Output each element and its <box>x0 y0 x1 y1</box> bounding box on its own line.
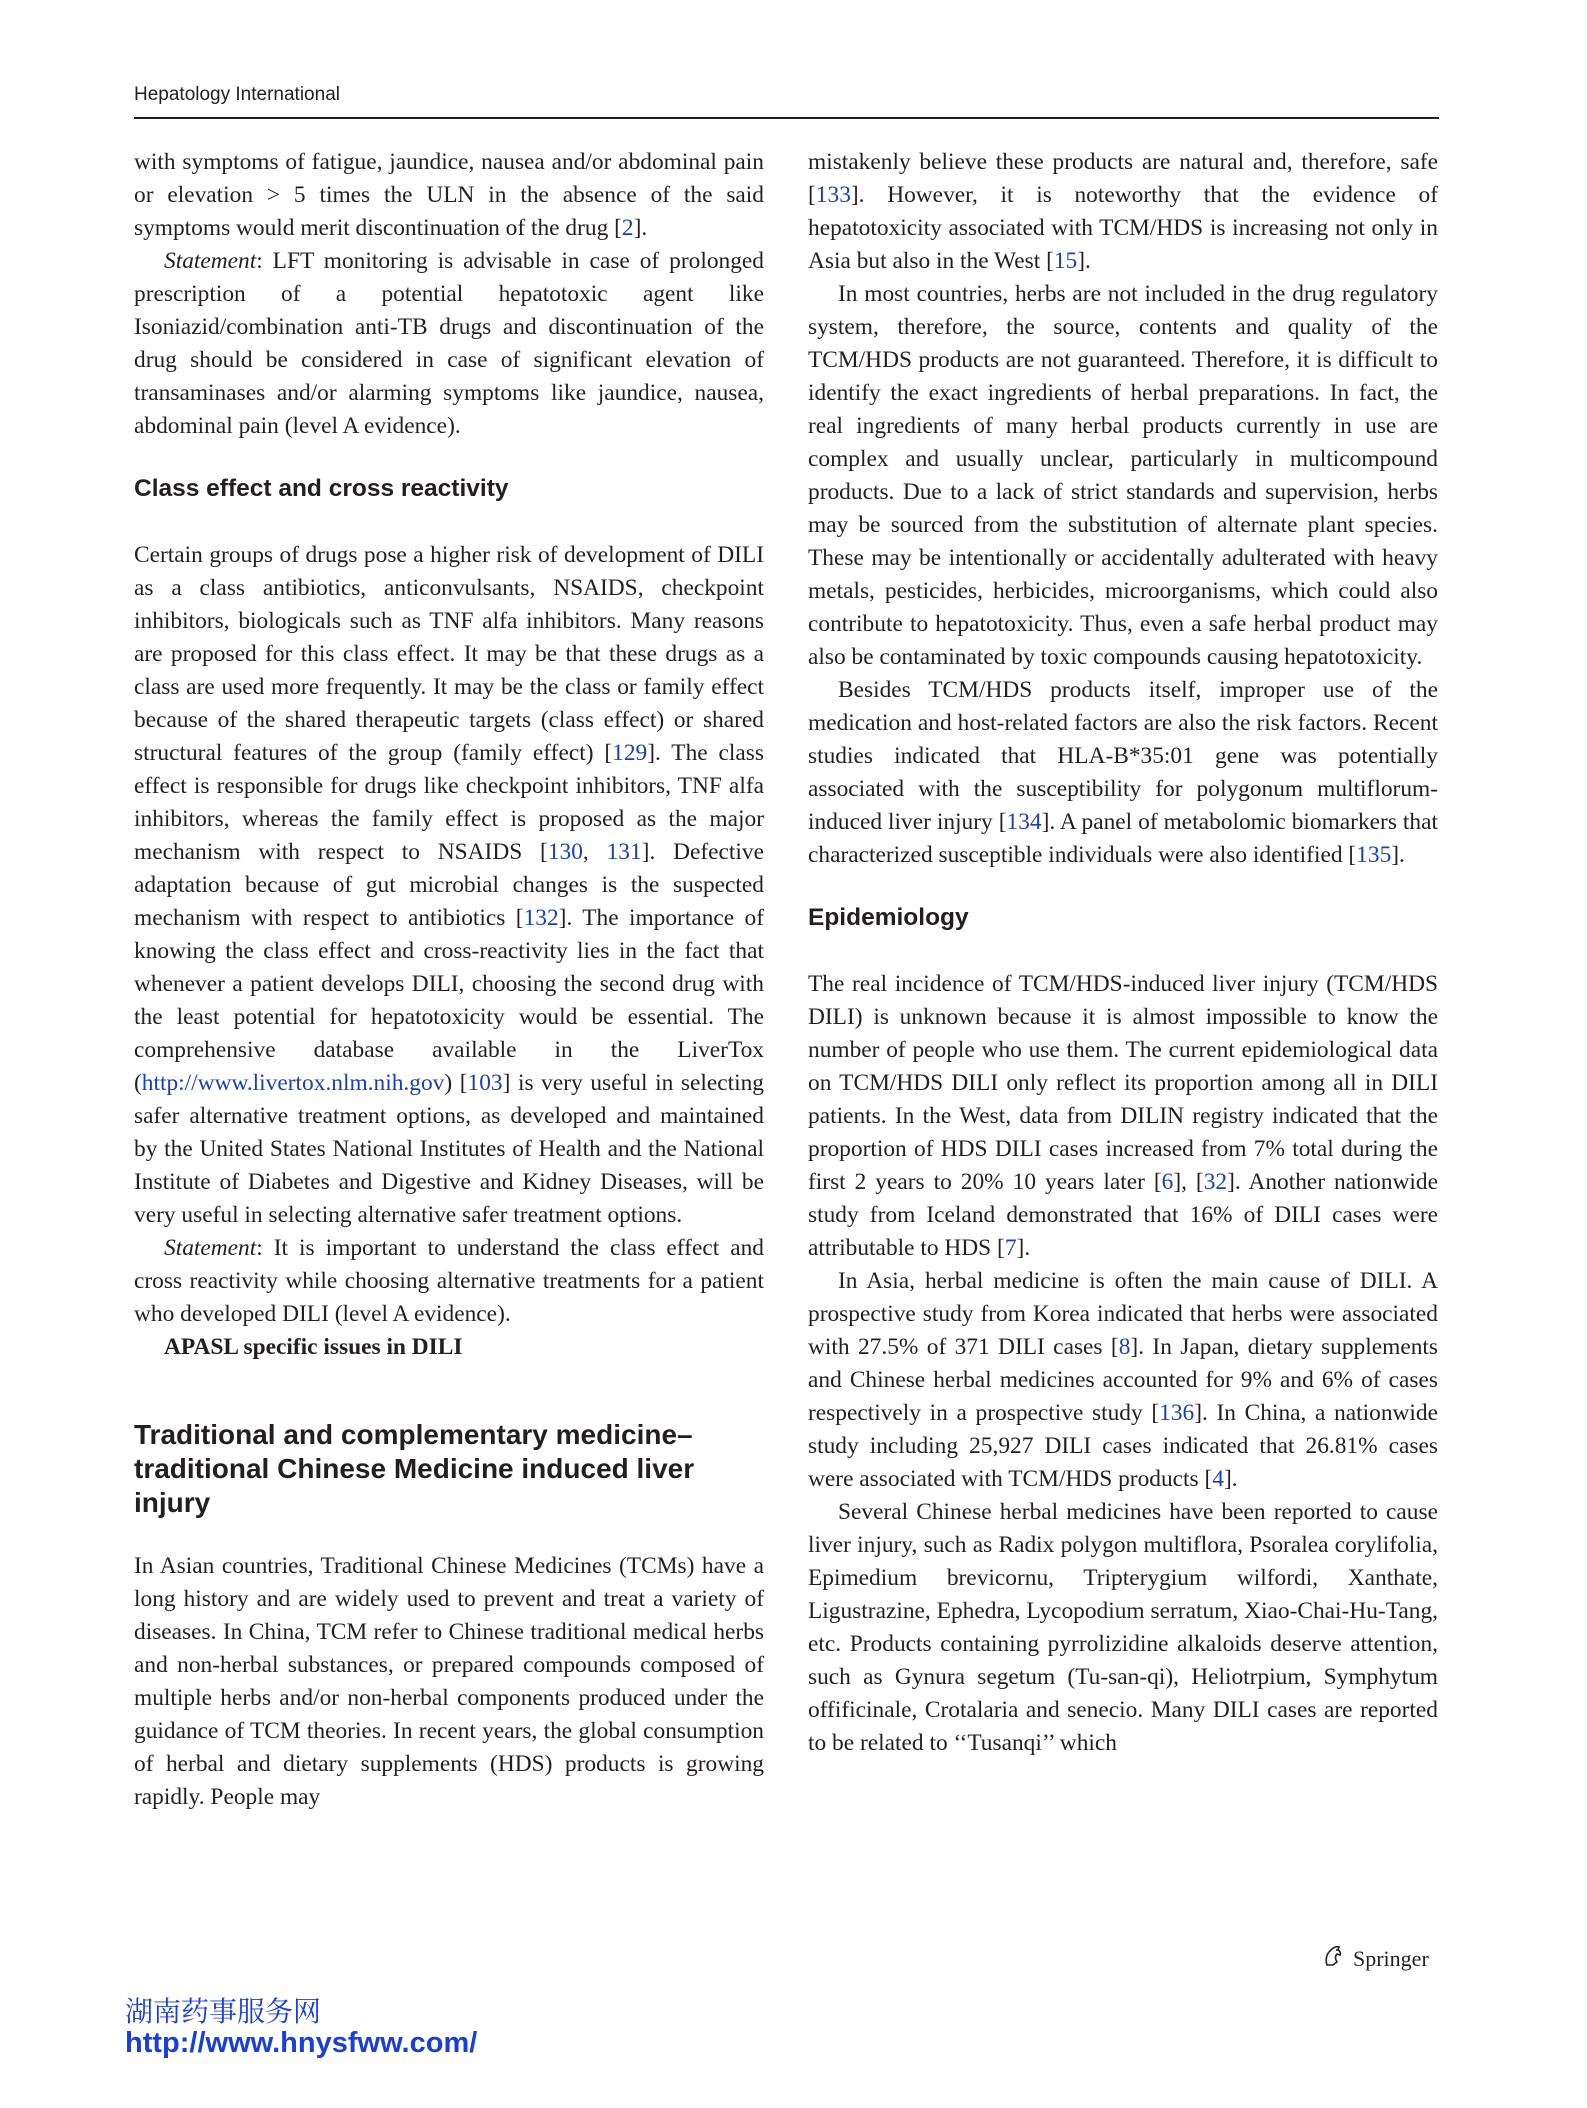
livertox-link[interactable]: http://www.livertox.nlm.nih.gov <box>141 1070 445 1096</box>
citation-link[interactable]: 130 <box>547 839 583 865</box>
paragraph: The real incidence of TCM/HDS-induced liver injury (TCM/HDS DILI) is unknown because it is almost impossible to know the number of people who use them. The current epidemiological data on TCM/HDS DILI only reflect its proportion among all in DILI patients. In the West, data from DILIN registry indicated that the proportion of HDS DILI cases increased from 7% total during the first 2 years to 20% 10 years later [6], [32]. Another nationwide study from Iceland demonstrated that 16% of DILI cases were attributable to HDS [7]. <box>808 971 1438 1261</box>
statement-label: Statement <box>164 1235 257 1261</box>
paragraph: mistakenly believe these products are natural and, therefore, safe [133]. However, it is noteworthy that the evidence of hepatotoxicity associated with TCM/HDS is increasing not only in Asia but also in the West [15]. <box>808 149 1438 274</box>
watermark-url[interactable]: http://www.hnysfww.com/ <box>125 2027 478 2059</box>
left-column <box>134 146 764 1814</box>
paragraph: Besides TCM/HDS products itself, improper use of the medication and host-related factors are also the risk factors. Recent studies indicated that HLA-B*35:01 gene was potentially associated with the susceptibility for polygonum multiflorum-induced liver injury [134]. A panel of metabolomic biomarkers that characterized susceptible individuals were also identified [135]. <box>808 677 1438 868</box>
citation-link[interactable]: 8 <box>1118 1334 1131 1360</box>
paragraph: Certain groups of drugs pose a higher risk of development of DILI as a class antibiotics, anticonvulsants, NSAIDS, checkpoint inhibitors, biologicals such as TNF alfa inhibitors. Many reasons are proposed for this class effect. It may be that these drugs as a class are used more frequently. It may be the class or family effect because of the shared therapeutic targets (class effect) or shared structural features of the group (family effect) [129]. The class effect is responsible for drugs like checkpoint inhibitors, TNF alfa inhibitors, whereas the family effect is proposed as the major mechanism with respect to NSAIDS [130, 131]. Defective adaptation because of gut microbial changes is the suspected mechanism with respect to antibiotics [132]. The importance of knowing the class effect and cross-reactivity lies in the fact that whenever a patient develops DILI, choosing the second drug with the least potential for hepatotoxicity would be essential. The comprehensive database available in the LiverTox (http://www.livertox.nlm.nih.gov) [103] is very useful in selecting safer alternative treatment options, as developed and maintained by the United States National Institutes of Health and the National Institute of Diabetes and Digestive and Kidney Diseases, will be very useful in selecting alternative safer treatment options. <box>134 542 764 1228</box>
citation-link[interactable]: 6 <box>1161 1169 1174 1195</box>
paragraph: In Asian countries, Traditional Chinese Medicines (TCMs) have a long history and are widely used to prevent and treat a variety of diseases. In China, TCM refer to Chinese traditional medical herbs and non-herbal substances, or prepared compounds composed of multiple herbs and/or non-herbal components produced under the guidance of TCM theories. In recent years, the global consumption of herbal and dietary supplements (HDS) products is growing rapidly. People may <box>134 1553 764 1810</box>
paragraph: Several Chinese herbal medicines have been reported to cause liver injury, such as Radix polygon multiflora, Psoralea corylifolia, Epimedium brevicornu, Tripterygium wilfordi, Xanthate, Ligustrazine, Ephedra, Lycopodium serratum, Xiao-Chai-Hu-Tang, etc. Products containing pyrrolizidine alkaloids deserve attention, such as Gynura segetum (Tu-san-qi), Heliotrpium, Symphytum offificinale, Crotalaria and senecio. Many DILI cases are reported to be related to ‘‘Tusanqi’’ which <box>808 1499 1438 1756</box>
bold-subheading: APASL specific issues in DILI <box>164 1334 463 1360</box>
citation-link[interactable]: 132 <box>523 905 559 931</box>
citation-link[interactable]: 7 <box>1004 1235 1017 1261</box>
publisher-mark <box>1321 1943 1429 1975</box>
citation-link[interactable]: 129 <box>612 740 648 766</box>
citation-link[interactable]: 32 <box>1203 1169 1228 1195</box>
right-column <box>808 146 1438 1760</box>
section-heading: Class effect and cross reactivity <box>134 475 509 502</box>
paragraph: In most countries, herbs are not included in the drug regulatory system, therefore, the source, contents and quality of the TCM/HDS products are not guaranteed. Therefore, it is difficult to identify the exact ingredients of herbal preparations. In fact, the real ingredients of many herbal products currently in use are complex and usually unclear, particularly in multicompound products. Due to a lack of strict standards and supervision, herbs may be sourced from the substitution of alternate plant species. These may be intentionally or accidentally adulterated with heavy metals, pesticides, herbicides, microorganisms, which could also contribute to hepatotoxicity. Thus, even a safe herbal product may also be contaminated by toxic compounds causing hepatotoxicity. <box>808 281 1438 670</box>
citation-link[interactable]: 103 <box>467 1070 503 1096</box>
paragraph: In Asia, herbal medicine is often the main cause of DILI. A prospective study from Korea indicated that herbs were associated with 27.5% of 371 DILI cases [8]. In Japan, dietary supplements and Chinese herbal medicines accounted for 9% and 6% of cases respectively in a prospective study [136]. In China, a nationwide study including 25,927 DILI cases indicated that 26.81% cases were associated with TCM/HDS products [4]. <box>808 1268 1438 1492</box>
section-heading: Epidemiology <box>808 904 969 931</box>
running-header: Hepatology International <box>134 84 340 105</box>
publisher-name: Springer <box>1353 1946 1429 1971</box>
citation-link[interactable]: 134 <box>1006 809 1042 835</box>
citation-link[interactable]: 2 <box>621 215 634 241</box>
paragraph: with symptoms of fatigue, jaundice, nausea and/or abdominal pain or elevation > 5 times the ULN in the absence of the said symptoms would merit discontinuation of the drug [2]. <box>134 149 764 241</box>
section-heading: Traditional and complementary medicine–traditional Chinese Medicine induced liver injury <box>134 1419 695 1518</box>
citation-link[interactable]: 133 <box>815 182 851 208</box>
statement-paragraph: Statement: LFT monitoring is advisable in case of prolonged prescription of a potential hepatotoxic agent like Isoniazid/combination anti-TB drugs and discontinuation of the drug should be considered in case of significant elevation of transaminases and/or alarming symptoms like jaundice, nausea, abdominal pain (level A evidence). <box>134 248 764 439</box>
watermark-site-name: 湖南药事服务网 <box>125 1995 322 2028</box>
citation-link[interactable]: 136 <box>1159 1400 1195 1426</box>
header-rule <box>134 117 1439 119</box>
statement-paragraph: Statement: It is important to understand the class effect and cross reactivity while choosing alternative treatments for a patient who developed DILI (level A evidence). <box>134 1235 764 1327</box>
citation-link[interactable]: 135 <box>1356 842 1392 868</box>
citation-link[interactable]: 131 <box>606 839 642 865</box>
citation-link[interactable]: 4 <box>1212 1466 1224 1492</box>
springer-horse-icon <box>1321 1943 1347 1975</box>
citation-link[interactable]: 15 <box>1053 248 1078 274</box>
statement-label: Statement <box>164 248 257 274</box>
